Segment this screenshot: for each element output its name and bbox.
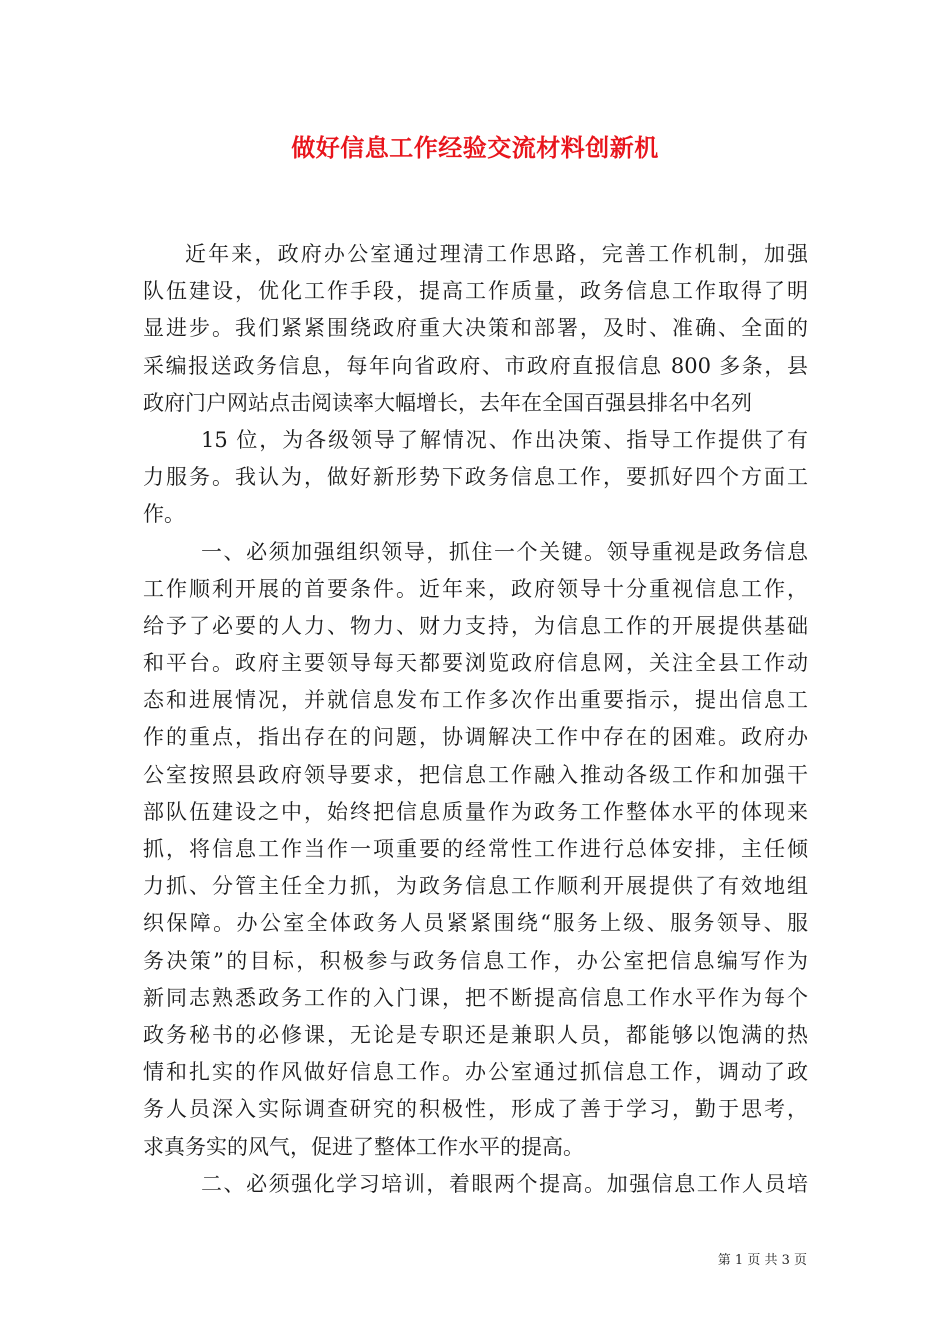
text-line: 和平台。政府主要领导每天都要浏览政府信息网，关注全县工作动 — [143, 651, 808, 676]
text-line: 一、必须加强组织领导，抓住一个关键。领导重视是政务信息 — [201, 539, 808, 564]
text-line: 采编报送政务信息，每年向省政府、市政府直报信息 800 多条，县 — [143, 353, 808, 378]
text-line: 显进步。我们紧紧围绕政府重大决策和部署，及时、准确、全面的 — [143, 316, 808, 341]
text-line: 力抓、分管主任全力抓，为政务信息工作顺利开展提供了有效地组 — [143, 874, 808, 899]
document-title: 做好信息工作经验交流材料创新机 — [291, 133, 659, 162]
text-line: 情和扎实的作风做好信息工作。办公室通过抓信息工作，调动了政 — [143, 1060, 808, 1085]
page-footer: 第 1 页 共 3 页 — [717, 1253, 807, 1268]
text-line: 作的重点，指出存在的问题，协调解决工作中存在的困难。政府办 — [143, 725, 808, 750]
text-line: 近年来，政府办公室通过理清工作思路，完善工作机制，加强 — [185, 242, 808, 266]
text-line: 务人员深入实际调查研究的积极性，形成了善于学习，勤于思考， — [143, 1097, 808, 1122]
text-line: 15 位，为各级领导了解情况、作出决策、指导工作提供了有 — [201, 427, 808, 452]
text-line: 新同志熟悉政务工作的入门课，把不断提高信息工作水平作为每个 — [143, 985, 808, 1010]
text-line: 政府门户网站点击阅读率大幅增长，去年在全国百强县排名中名列 — [143, 390, 752, 415]
text-line: 织保障。办公室全体政务人员紧紧围绕“服务上级、服务领导、服 — [143, 911, 808, 936]
document-body — [143, 236, 808, 1203]
text-line: 部队伍建设之中，始终把信息质量作为政务工作整体水平的体现来 — [143, 799, 808, 824]
text-line: 工作顺利开展的首要条件。近年来，政府领导十分重视信息工作， — [143, 576, 808, 601]
text-line: 公室按照县政府领导要求，把信息工作融入推动各级工作和加强干 — [143, 762, 808, 787]
text-line: 二、必须强化学习培训，着眼两个提高。加强信息工作人员培 — [201, 1171, 808, 1196]
text-line: 务决策”的目标，积极参与政务信息工作，办公室把信息编写作为 — [143, 948, 808, 973]
text-line: 抓，将信息工作当作一项重要的经常性工作进行总体安排，主任倾 — [143, 837, 808, 861]
text-line: 求真务实的风气，促进了整体工作水平的提高。 — [143, 1134, 584, 1159]
text-line: 态和进展情况，并就信息发布工作多次作出重要指示，提出信息工 — [143, 688, 808, 713]
text-line: 队伍建设，优化工作手段，提高工作质量，政务信息工作取得了明 — [143, 279, 808, 304]
text-line: 政务秘书的必修课，无论是专职还是兼职人员，都能够以饱满的热 — [143, 1022, 808, 1047]
text-line: 力服务。我认为，做好新形势下政务信息工作，要抓好四个方面工 — [143, 465, 808, 490]
text-line: 给予了必要的人力、物力、财力支持，为信息工作的开展提供基础 — [143, 613, 808, 638]
text-line: 作。 — [143, 502, 185, 527]
